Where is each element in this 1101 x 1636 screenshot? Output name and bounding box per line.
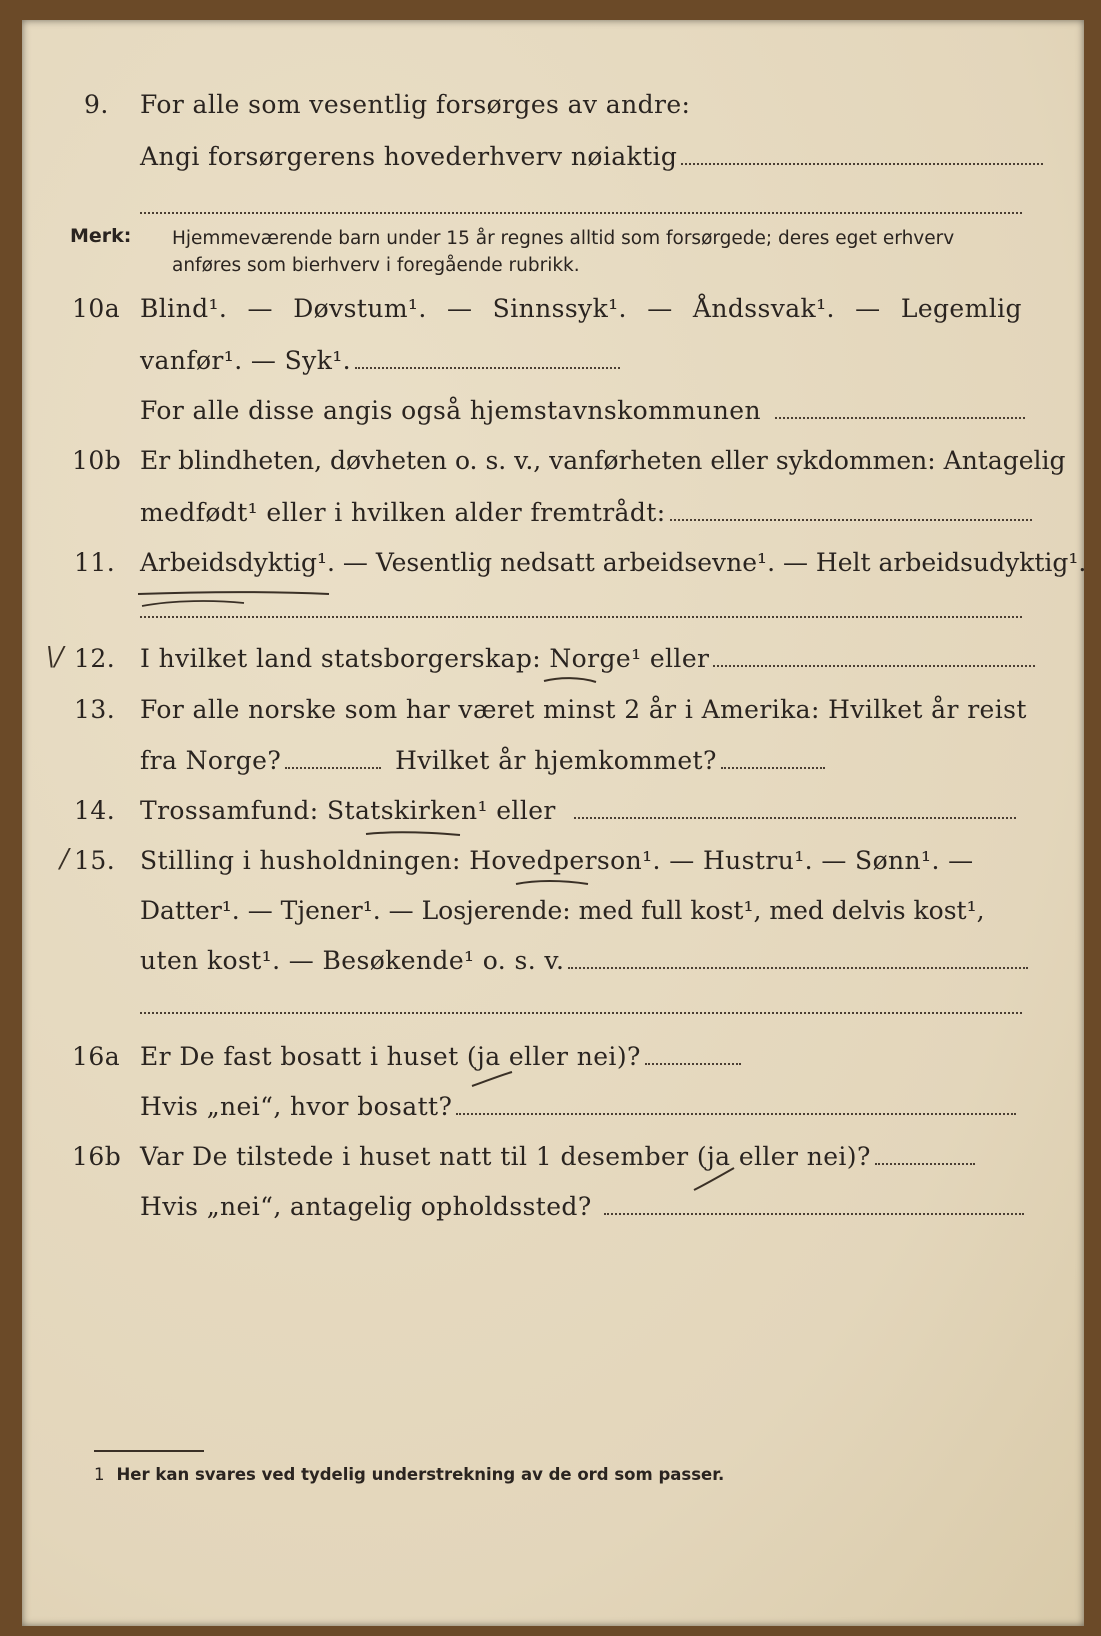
answer-line[interactable] (568, 966, 1028, 969)
answer-line[interactable] (681, 162, 1043, 165)
question-9-line2 (22, 142, 1084, 186)
answer-line[interactable] (574, 816, 1016, 819)
question-text: Stilling i husholdningen: Hovedperson¹. — Hustru¹. — Sønn¹. — (140, 846, 974, 875)
question-number: 10b (72, 446, 122, 475)
question-text: Trossamfund: Statskirken¹ eller (140, 796, 556, 825)
question-16b-line2 (22, 1192, 1084, 1236)
question-number: 11. (74, 548, 116, 577)
question-text: Hvilket år hjemkommet? (395, 746, 717, 775)
question-text: For alle som vesentlig forsørges av andre: (140, 90, 691, 119)
answer-line[interactable] (875, 1162, 975, 1165)
footnote-mark: 1 (94, 1465, 105, 1484)
question-text: Hvis „nei“, antagelig opholdssted? (140, 1192, 592, 1221)
answer-line[interactable] (355, 366, 620, 369)
handwritten-underline-mark (364, 828, 464, 840)
question-number: 13. (74, 695, 116, 724)
question-9 (22, 90, 1084, 134)
question-text: medfødt¹ eller i hvilken alder fremtrådt: (140, 498, 666, 527)
question-number: 16b (72, 1142, 122, 1171)
question-text: Angi forsørgerens hovederhverv nøiaktig (140, 142, 678, 171)
question-text: For alle disse angis også hjemstavnskommunen (140, 396, 761, 425)
check-mark: \/ (46, 642, 64, 672)
merk-text: Hjemmeværende barn under 15 år regnes alltid som forsørgede; deres eget erhverv anføres som bierhverv i foregående rubrikk. (172, 228, 955, 276)
question-13-line2 (22, 746, 1084, 790)
question-10b (22, 446, 1084, 490)
handwritten-underline-mark (134, 588, 334, 618)
question-number: 10a (72, 294, 121, 323)
question-text: Hvis „nei“, hvor bosatt? (140, 1092, 453, 1121)
question-15-line3 (22, 946, 1084, 990)
question-text: Er blindheten, døvheten o. s. v., vanførheten eller sykdommen: Antagelig (140, 446, 1066, 475)
question-text: For alle norske som har været minst 2 år i Amerika: Hvilket år reist (140, 695, 1027, 724)
question-text: Var De tilstede i huset natt til 1 desember (ja eller nei)? (140, 1142, 871, 1171)
question-text: I hvilket land statsborgerskap: Norge¹ eller (140, 644, 710, 673)
question-11 (22, 548, 1087, 592)
question-16a-line2 (22, 1092, 1084, 1136)
question-number: 14. (74, 796, 116, 825)
handwritten-check-mark (690, 1166, 740, 1194)
question-text: Blind¹. — Døvstum¹. — Sinnssyk¹. — Åndssvak¹. — Legemlig (140, 294, 1022, 323)
question-10b-line2 (22, 498, 1084, 542)
question-14 (22, 796, 1084, 840)
question-16a (22, 1042, 1084, 1086)
answer-line[interactable] (713, 664, 1035, 667)
footnote-text: Her kan svares ved tydelig understrekning av de ord som passer. (116, 1465, 725, 1484)
merk-label: Merk: (70, 225, 132, 247)
question-number: 15. (74, 846, 116, 875)
question-13 (22, 695, 1084, 739)
answer-line[interactable] (140, 1012, 1022, 1014)
check-mark: / (60, 844, 69, 874)
answer-line[interactable] (775, 416, 1025, 419)
answer-line[interactable] (645, 1062, 741, 1065)
question-number: 16a (72, 1042, 121, 1071)
footnote (94, 1465, 724, 1484)
question-10a-line3 (22, 396, 1084, 440)
question-text: vanfør¹. — Syk¹. (140, 346, 352, 375)
handwritten-check-mark (468, 1070, 518, 1090)
answer-line[interactable] (721, 766, 825, 769)
answer-line[interactable] (140, 616, 1022, 618)
question-number: 12. (74, 644, 116, 673)
question-text: Arbeidsdyktig¹. — Vesentlig nedsatt arbeidsevne¹. — Helt arbeidsudyktig¹. (140, 548, 1087, 577)
question-10a-line2 (22, 346, 1084, 390)
question-text: Er De fast bosatt i huset (ja eller nei)? (140, 1042, 641, 1071)
answer-line[interactable] (140, 212, 1022, 214)
question-15-line2 (22, 896, 1084, 940)
handwritten-underline-mark (540, 674, 600, 688)
question-text: uten kost¹. — Besøkende¹ o. s. v. (140, 946, 565, 975)
merk-note (22, 225, 1084, 285)
answer-line[interactable] (604, 1212, 1024, 1215)
form-page (22, 20, 1087, 1626)
answer-line[interactable] (456, 1112, 1016, 1115)
question-number: 9. (84, 90, 109, 119)
footnote-divider (94, 1450, 204, 1452)
question-10a (22, 294, 1084, 338)
handwritten-underline-mark (512, 876, 592, 890)
question-16b (22, 1142, 1084, 1186)
question-text: fra Norge? (140, 746, 282, 775)
answer-line[interactable] (285, 766, 381, 769)
answer-line[interactable] (670, 518, 1032, 521)
question-text: Datter¹. — Tjener¹. — Losjerende: med full kost¹, med delvis kost¹, (140, 896, 985, 925)
